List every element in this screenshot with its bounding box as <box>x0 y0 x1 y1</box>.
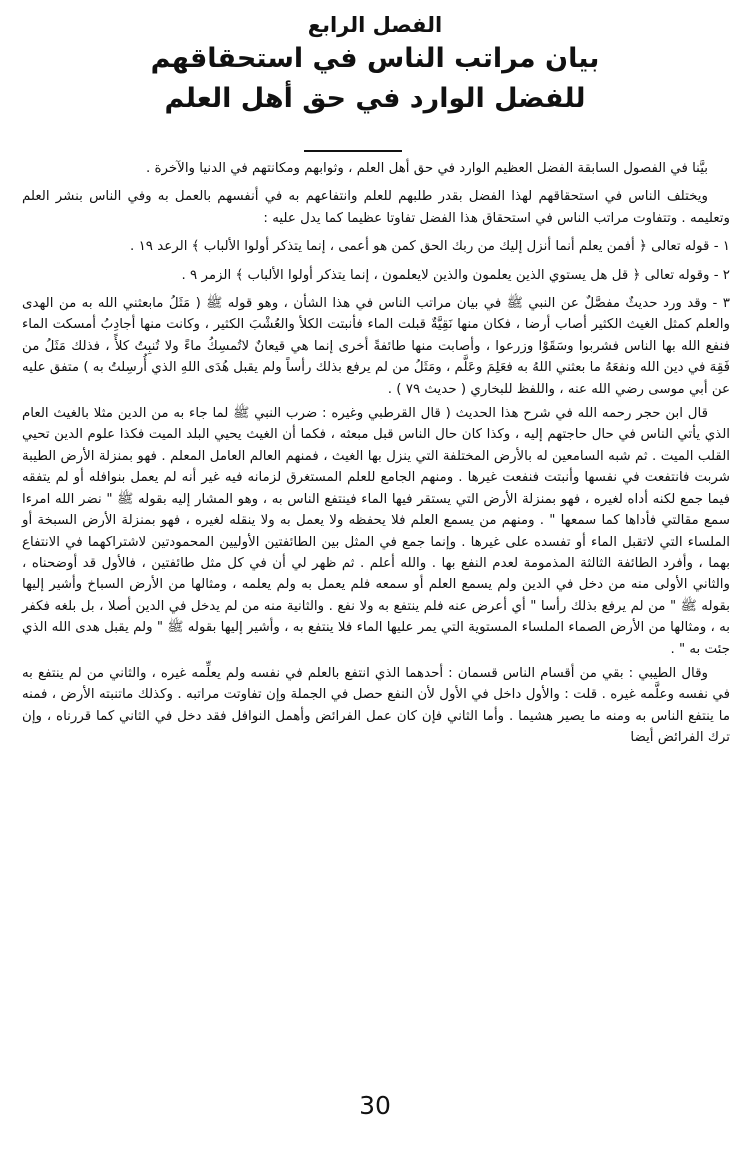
paragraph-tibi: وقال الطيبي : بقي من أقسام الناس قسمان : أحدهما الذي انتفع بالعلم في نفسه ولم يعلِّمه غيره ، والثاني من لم ينتفع به في نفسه وعلَّمه غيره . قلت : والأول داخل في الأول لأن النفع حصل في الجملة وإن تفاوتت مراتبه . وكذلك ماتنبته الأرض ، فمنه ما ينتفع الناس به ومنه ما يصير هشيما . وأما الثاني فإن كان عمل الفرائض وأهمل النوافل فقد دخل في الثاني كما قررناه ، وإن ترك الفرائض أيضا <box>22 665 730 746</box>
paragraph-ibn-hajar: قال ابن حجر رحمه الله في شرح هذا الحديث ( قال القرطبي وغيره : ضرب النبي ﷺ لما جاء به من الدين مثلا بالغيث العام الذي يأتي الناس في حال حاجتهم إليه ، وكذا كان حال الناس قبل مبعثه ، فكما أن الغيث يحيي البلد الميت فكذا علوم الدين تحيي القلب الميت . ثم شبه السامعين له بالأرض المختلفة التي ينزل بها الغيث ، فمنهم العالم العامل المعلم . فهو بمنزلة الأرض الطيبة شربت فانتفعت في نفسها وأنبتت فنفعت غيرها . ومنهم الجامع للعلم المستغرق لزمانه فيه غير أنه لم يعمل بنوافله أو لم يتفقه فيما جمع لكنه أداه لغيره ، فهو بمنزلة الأرض التي يستقر فيها الماء فينتفع الناس به ، وهو المشار إليه بقوله ﷺ " نضر الله امرءا سمع مقالتي فأداها كما سمعها " . ومنهم من يسمع العلم فلا يحفظه ولا يعمل به ولا ينقله لغيره ، فهو بمنزلة الأرض السبخة أو الملساء التي لاتقبل الماء أو تفسده على غيرها . وإنما جمع في المثل بين الطائفتين الأوليين المحمودتين لاشتراكهما في الانتفاع بهما ، وأفرد الطائفة الثالثة المذمومة لعدم النفع بها . والله أعلم . ثم ظهر لي أن في كل مثل طائفتين ، فالأول قد أوضحناه ، والثاني الأولى منه من دخل في الدين ولم يسمع العلم أو سمعه فلم يعمل به ولم يعلمه ، ومثالها من الأرض السباخ وأشير إليها بقوله ﷺ " من لم يرفع بذلك رأسا " أي أعرض عنه فلم ينتفع به ولا نفع . والثانية منه من لم يدخل في الدين أصلا ، بل بلغه فكفر به ، ومثالها من الأرض الصماء الملساء المستوية التي يمر عليها الماء فلا ينتفع به ، وأشير إليها بقوله ﷺ " ولم يقبل هدى الله الذي جئت به " . <box>22 406 730 657</box>
paragraph-variation: ويختلف الناس في استحقاقهم لهذا الفضل بقدر طلبهم للعلم وانتفاعهم به في أنفسهم بالعمل به وفي الناس بنشر العلم وتعليمه . وتتفاوت مراتب الناس في استحقاق هذا الفضل تفاوتا عظيما كما يدل عليه : <box>22 189 730 226</box>
chapter-title-line-1: بيان مراتب الناس في استحقاقهم <box>150 43 600 74</box>
chapter-heading <box>0 12 750 119</box>
chapter-number: الفصل الرابع <box>307 13 443 37</box>
title-divider <box>304 150 402 152</box>
evidence-item-2: ٢ - وقوله تعالى ﴿ قل هل يستوي الذين يعلمون والذين لايعلمون ، إنما يتذكر أولوا الألباب ﴾ الزمر ٩ . <box>181 267 730 283</box>
paragraph-intro: بيَّنا في الفصول السابقة الفضل العظيم الوارد في حق أهل العلم ، وثوابهم ومكانتهم في الدنيا والآخرة . <box>145 161 708 176</box>
chapter-title-line-2: للفضل الوارد في حق أهل العلم <box>164 83 586 114</box>
page-number: 30 <box>359 1091 391 1120</box>
body-text <box>22 158 730 756</box>
evidence-item-1: ١ - قوله تعالى ﴿ أفمن يعلم أنما أنزل إليك من ربك الحق كمن هو أعمى ، إنما يتذكر أولوا الألباب ﴾ الرعد ١٩ . <box>130 239 730 255</box>
evidence-item-3-hadith: ٣ - وقد ورد حديثٌ مفصَّلٌ عن النبي ﷺ في بيان مراتب الناس في هذا الشأن ، وهو قوله ﷺ ( مَثَلُ مابعثني الله به من الهدى والعلم كمثل الغيث الكثير أصاب أرضا ، فكان منها نَقِيَّةٌ قبلت الماء فأنبتت الكلأ والعُشْبَ الكثير ، وكانت منها أجادِبُ أمسكت الماء فنفع الله بها الناس فشربوا وسَقَوْا وزرعوا ، وأصابت منها طائفةً أخرى إنما هي قيعانٌ لاتُمسِكُ ماءً ولا تُنبِتُ كلأً ، فذلك مَثَلُ من فَقِهَ في دين الله ونفعَهُ ما بعثني اللهُ به فعَلِمَ وعَلَّم ، ومَثَلُ من لم يرفع بذلك رأساً ولم يقبل هُدَى اللهِ الذي أُرسِلتُ به ) متفق عليه عن أبي موسى رضي الله عنه ، واللفظ للبخاري ( حديث ٧٩ ) . <box>22 296 730 397</box>
